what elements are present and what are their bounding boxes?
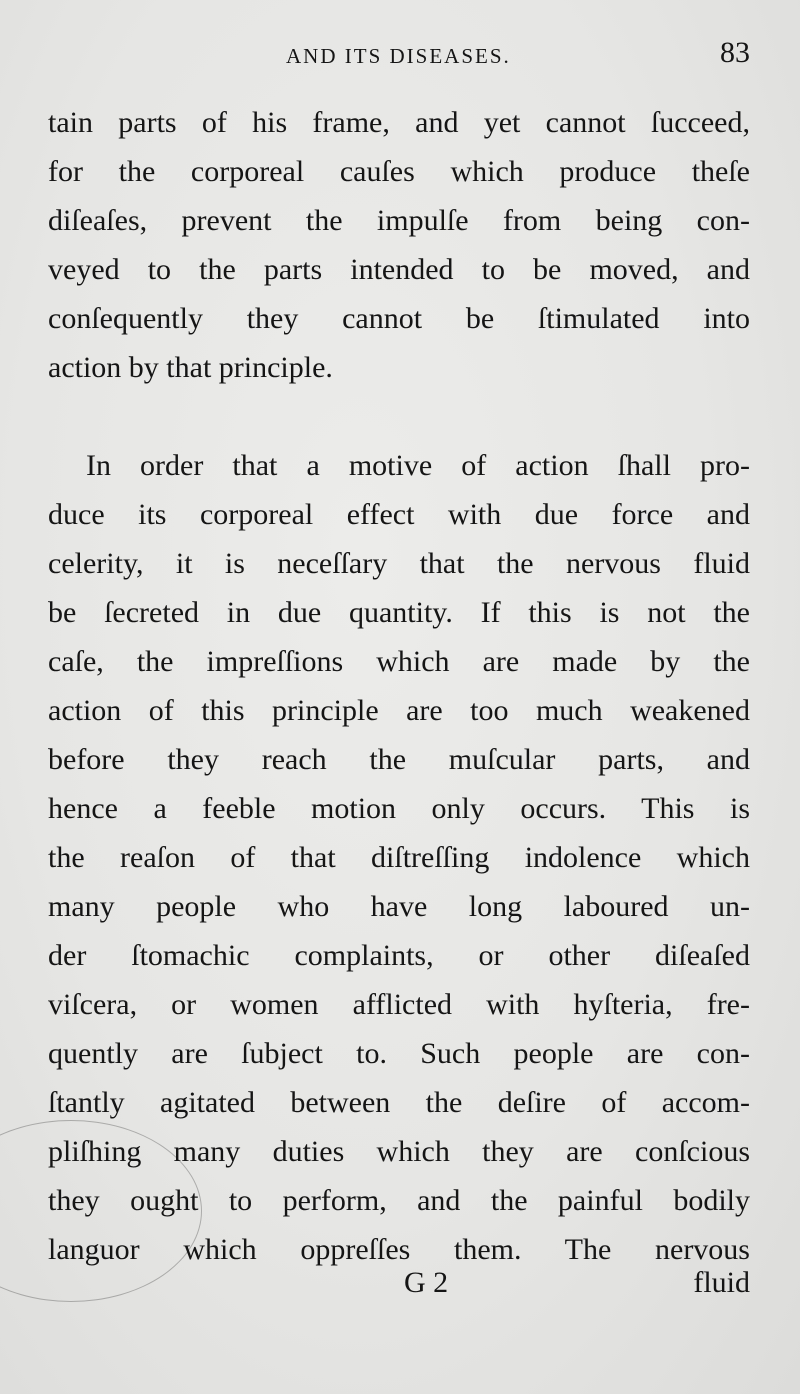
signature-mark: G 2 <box>404 1266 449 1299</box>
text-line: caſe, the impreſſions which are made by the <box>48 645 750 678</box>
text-line: diſeaſes, prevent the impulſe from being con- <box>48 204 750 237</box>
text-line: quently are ſubject to. Such people are con- <box>48 1037 750 1070</box>
text-line: languor which oppreſſes them. The nervous <box>48 1233 750 1266</box>
running-head: AND ITS DISEASES. <box>286 44 511 68</box>
text-line: action of this principle are too much weakened <box>48 694 750 727</box>
text-line: for the corporeal cauſes which produce theſe <box>48 155 750 188</box>
text-line: conſequently they cannot be ſtimulated into <box>48 302 750 335</box>
paragraph-break <box>48 392 750 441</box>
text-line: many people who have long laboured un- <box>48 890 750 923</box>
text-line: pliſhing many duties which they are conſcious <box>48 1135 750 1168</box>
text-line: be ſecreted in due quantity. If this is not the <box>48 596 750 629</box>
text-line: tain parts of his frame, and yet cannot ſucceed, <box>48 106 750 139</box>
page-footer <box>48 1260 750 1310</box>
text-line: duce its corporeal effect with due force and <box>48 498 750 531</box>
text-line: they ought to perform, and the painful bodily <box>48 1184 750 1217</box>
text-line: celerity, it is neceſſary that the nervous fluid <box>48 547 750 580</box>
text-line: action by that principle. <box>48 351 333 384</box>
text-line: der ſtomachic complaints, or other diſeaſed <box>48 939 750 972</box>
text-line: hence a feeble motion only occurs. This is <box>48 792 750 825</box>
text-line: viſcera, or women afflicted with hyſteria, fre- <box>48 988 750 1021</box>
body-text <box>48 98 750 1274</box>
text-line: before they reach the muſcular parts, and <box>48 743 750 776</box>
page-number: 83 <box>720 36 750 69</box>
catchword: fluid <box>693 1266 750 1299</box>
text-line: the reaſon of that diſtreſſing indolence which <box>48 841 750 874</box>
text-line: In order that a motive of action ſhall pro- <box>86 449 750 482</box>
page-header <box>48 36 750 86</box>
text-line: veyed to the parts intended to be moved, and <box>48 253 750 286</box>
text-line: ſtantly agitated between the deſire of accom- <box>48 1086 750 1119</box>
